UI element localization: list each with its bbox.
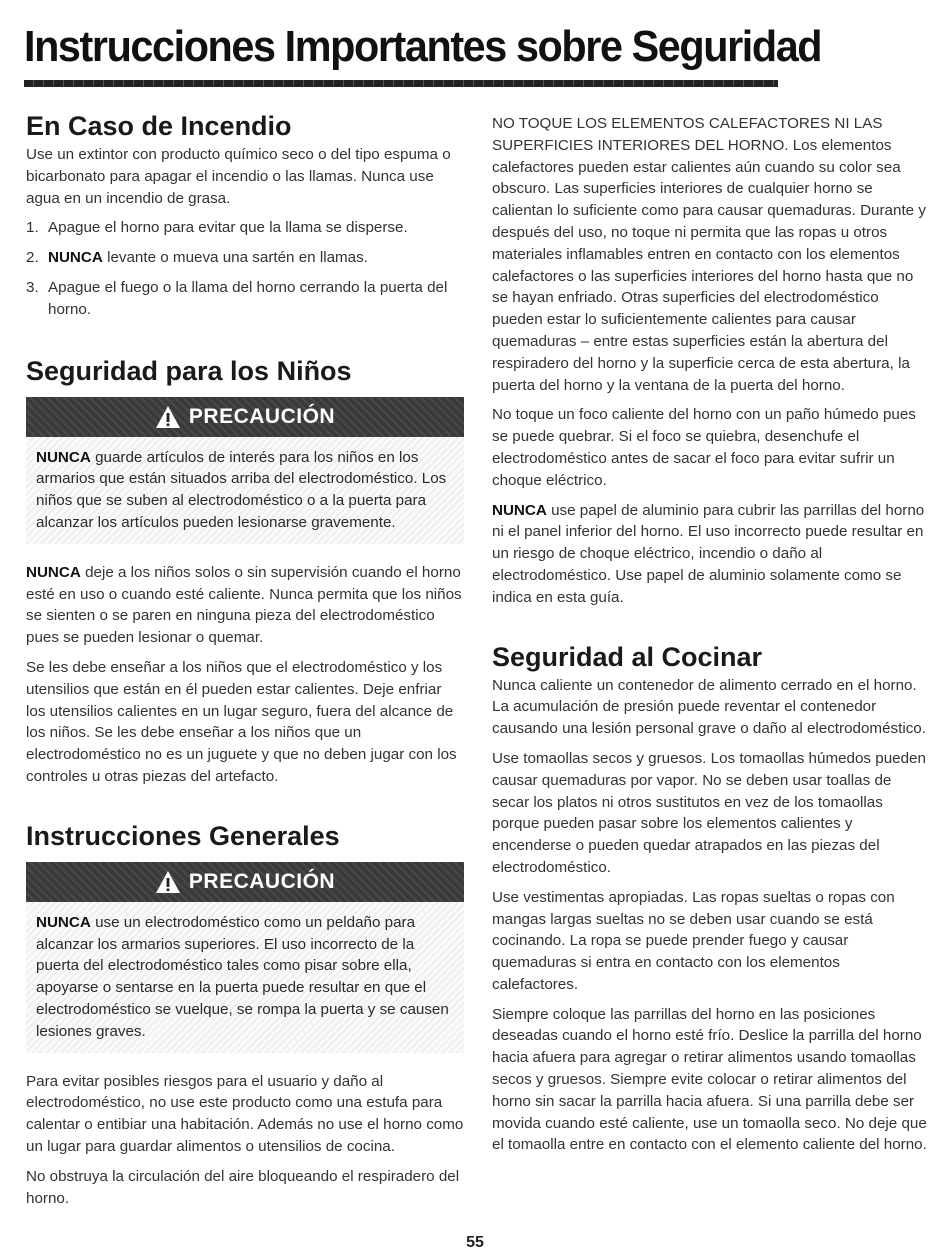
caution-banner bbox=[26, 862, 464, 902]
children-heading: Seguridad para los Niños bbox=[26, 355, 352, 386]
fire-steps bbox=[26, 217, 464, 320]
general-paragraph-2: No obstruya la circulación del aire bloqueando el respiradero del horno. bbox=[26, 1167, 460, 1207]
left-column bbox=[26, 110, 464, 1217]
fire-section bbox=[26, 110, 464, 321]
foil-paragraph bbox=[492, 500, 930, 609]
caution-keyword: NUNCA bbox=[36, 448, 91, 466]
cooking-section bbox=[492, 641, 930, 1157]
caution-box bbox=[26, 437, 464, 544]
page-title: Instrucciones Importantes sobre Seguridad bbox=[24, 22, 822, 71]
paragraph-body: deje a los niños solos o sin supervisión cuando el horno esté en uso o cuando esté caliente. Nunca permita que los niños se sienten o se paren en ninguna pieza del electrodoméstico pues se pueden lesionar o quemar. bbox=[26, 563, 462, 647]
cooking-heading: Seguridad al Cocinar bbox=[492, 641, 763, 672]
step-text: Apague el horno para evitar que la llama se disperse. bbox=[48, 219, 408, 237]
caution-text bbox=[36, 912, 454, 1043]
step-number: 1. bbox=[26, 219, 39, 237]
caution-text bbox=[36, 447, 454, 534]
caution-banner bbox=[26, 397, 464, 437]
elements-warning-paragraph: NO TOQUE LOS ELEMENTOS CALEFACTORES NI LAS SUPERFICIES INTERIORES DEL HORNO. Los elementos calefactores pueden estar calientes aún cuando su color sea obscuro. Las superficies interiores de cualquier horno se calientan lo suficiente como para causar quemaduras. Durante y después del uso, no toque ni permita que las ropas u otros materiales inflamables entren en contacto con los elementos calefactores o las superficies interiores del horno hasta que no se hayan enfriado. Otras superficies del electrodoméstico pueden estar lo suficientemente calientes para causar quemaduras – entre estas superficies están la abertura del respiradero del horno y la superficie cerca de esta abertura, la puerta del horno y la ventana de la puerta del horno. bbox=[492, 115, 926, 394]
children-paragraph-1 bbox=[26, 562, 464, 649]
warning-triangle-icon bbox=[155, 405, 181, 429]
children-paragraph-2: Se les debe enseñar a los niños que el electrodoméstico y los utensilios que están en él pueden estar calientes. Deje enfriar los utensilios calientes en un lugar seguro, fuera del alcance de los niños. Se les debe enseñar a los niños que un electrodoméstico no es un juguete y que no deben jugar con los controles u otras piezas del artefacto. bbox=[26, 658, 457, 785]
fire-heading: En Caso de Incendio bbox=[26, 111, 292, 141]
cooking-paragraph-1: Nunca caliente un contenedor de alimento cerrado en el horno. La acumulación de presión puede reventar el contenedor causando una lesión personal grave o daño al electrodoméstico. bbox=[492, 676, 926, 738]
general-paragraph-1: Para evitar posibles riesgos para el usuario y daño al electrodoméstico, no use este producto como una estufa para calentar o entibiar una habitación. Además no use el horno como un lugar para guardar alimentos o utensilios de cocina. bbox=[26, 1072, 464, 1155]
caution-label: PRECAUCIÓN bbox=[188, 404, 336, 428]
caution-label: PRECAUCIÓN bbox=[188, 869, 336, 893]
title-rule bbox=[24, 80, 778, 87]
caution-keyword: NUNCA bbox=[36, 913, 91, 931]
general-section bbox=[26, 820, 464, 1210]
fire-step bbox=[26, 247, 464, 269]
children-section bbox=[26, 355, 464, 788]
bulb-paragraph: No toque un foco caliente del horno con un paño húmedo pues se puede quebrar. Si el foco se quiebra, desenchufe el electrodoméstico antes de sacar el foco para evitar sufrir un choque eléctrico. bbox=[492, 406, 916, 489]
step-number: 3. bbox=[26, 278, 39, 296]
cooking-paragraph-4: Siempre coloque las parrillas del horno en las posiciones deseadas cuando el horno esté frío. Deslice la parrilla del horno hacia afuera para agregar o retirar alimentos usando tomaollas secos y gruesos. Siempre evite colocar o retirar alimentos del horno sin sacar la parrilla hacia afuera. Si una parrilla debe ser movida cuando esté caliente, use un tomaolla seco. No deje que el tomaolla entre en contacto con el elemento caliente del horno. bbox=[492, 1005, 927, 1154]
fire-step bbox=[26, 217, 464, 239]
fire-intro: Use un extintor con producto químico seco o del tipo espuma o bicarbonato para apagar el incendio o las llamas. Nunca use agua en un incendio de grasa. bbox=[26, 146, 451, 207]
caution-box bbox=[26, 902, 464, 1053]
general-heading: Instrucciones Generales bbox=[26, 820, 340, 851]
caution-body: use un electrodoméstico como un peldaño para alcanzar los armarios superiores. El uso incorrecto de la puerta del electrodoméstico tales como pisar sobre ella, apoyarse o sentarse en la puerta puede resultar en que el electrodoméstico se vuelque, se rompa la puerta y se causen lesiones graves. bbox=[36, 913, 449, 1040]
cooking-paragraph-2: Use tomaollas secos y gruesos. Los tomaollas húmedos pueden causar quemaduras por vapor. No se deben usar toallas de secar los platos ni otros sustitutos en vez de los tomaollas porque pueden pasar sobre los elementos calientes y encenderse o pueden quedar atrapados en las piezas del electrodoméstico. bbox=[492, 749, 926, 876]
page-number: 55 bbox=[466, 1234, 484, 1251]
warning-triangle-icon bbox=[155, 870, 181, 894]
cooking-paragraph-3: Use vestimentas apropiadas. Las ropas sueltas o ropas con mangas largas sueltas no se deben usar cuando se está cocinando. La ropa se puede prender fuego y causar quemaduras si entra en contacto con los elementos calefactores. bbox=[492, 888, 895, 993]
caution-body: guarde artículos de interés para los niños en los armarios que están situados arriba del electrodoméstico. Los niños que se suben al electrodoméstico o a la puerta para alcanzar los artículos pueden lesionarse gravemente. bbox=[36, 448, 447, 531]
right-column bbox=[492, 113, 930, 1164]
step-keyword: NUNCA bbox=[48, 249, 103, 267]
step-number: 2. bbox=[26, 249, 39, 267]
step-text: Apague el fuego o la llama del horno cerrando la puerta del horno. bbox=[48, 278, 448, 318]
paragraph-keyword: NUNCA bbox=[26, 563, 81, 581]
paragraph-keyword: NUNCA bbox=[492, 501, 547, 519]
fire-step bbox=[26, 277, 464, 321]
paragraph-body: use papel de aluminio para cubrir las parrillas del horno ni el panel inferior del horno. El uso incorrecto puede resultar en un riesgo de choque eléctrico, incendio o daño al electrodoméstico. Use papel de aluminio solamente como se indica en esta guía. bbox=[492, 501, 925, 606]
step-text: levante o mueva una sartén en llamas. bbox=[102, 249, 368, 267]
